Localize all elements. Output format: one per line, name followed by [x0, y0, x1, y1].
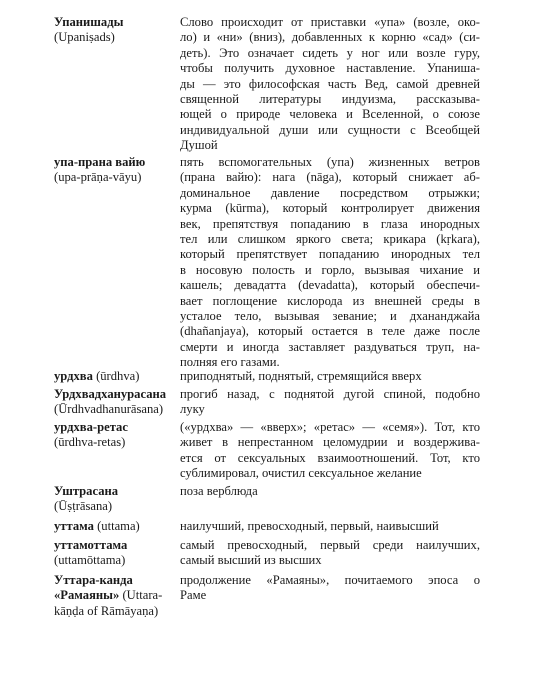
- definition-line: индивидуальной души или сущности с Всеобщей: [180, 122, 480, 137]
- term-translit-cont: kāṇḍa of Rāmāyaṇa): [54, 603, 159, 618]
- definition-line: ющей о природе человека и Вселенной, о союзе: [180, 107, 480, 122]
- term-native: Уштрасана: [54, 484, 119, 498]
- definition-line: прогиб назад, с поднятой дугой спиной, подобно: [180, 387, 480, 401]
- entry-definition: [180, 155, 480, 371]
- definition-line: продолжение «Рамаяны», почитаемого эпоса о: [180, 573, 480, 587]
- entry-term: [54, 519, 174, 534]
- entry-definition: [180, 519, 480, 534]
- entry-term: [54, 369, 174, 384]
- definition-line: Душой: [180, 138, 218, 153]
- entry-definition: [180, 15, 480, 154]
- definition-line: самый высший из высших: [180, 553, 322, 568]
- term-native: уттама: [54, 519, 94, 533]
- definition-line: вает поглощение кислорода из внешней среды в: [180, 293, 480, 308]
- term-translit: (Uttara-: [122, 588, 163, 603]
- term-native-cont: «Рамаяны»: [54, 588, 120, 603]
- term-native: Уттара-канда: [54, 573, 133, 587]
- term-translit: (upa-prāṇa-vāyu): [54, 170, 142, 185]
- entry-definition: [180, 420, 480, 482]
- definition-line: священной литературы индуизма, рассказыва-: [180, 92, 480, 107]
- definition-line: живет в непрестанном целомудрии и воздерживa-: [180, 435, 480, 450]
- term-native: Урдхвадханурасана: [54, 387, 167, 401]
- definition-line: пять вспомогательных (упа) жизненных ветров: [180, 155, 480, 169]
- term-native: урдхва-ретас: [54, 420, 128, 434]
- definition-line: луку: [180, 402, 205, 417]
- definition-line: усталое тело, вызывая зевание; и дхананджайа: [180, 309, 480, 324]
- entry-term: [54, 538, 174, 569]
- entry-definition: [180, 387, 480, 418]
- definition-line: (прана вайю): нага (nāga), который снижает аб-: [180, 170, 480, 185]
- definition-line: (dhañanjaya), который остается в теле даже после: [180, 324, 480, 339]
- term-translit: (Ūṣṭrāsana): [54, 499, 113, 514]
- term-translit: (ūrdhva): [96, 369, 140, 383]
- entry-definition: [180, 369, 480, 384]
- definition-line: наилучший, превосходный, первый, наивысший: [180, 519, 439, 533]
- definition-line: чтобы получить духовное наставление. Упаниша-: [180, 61, 480, 76]
- definition-line: смерти и иногда заставляет раздуваться труп, на-: [180, 339, 480, 354]
- term-translit: (uttamōttama): [54, 553, 126, 568]
- entry-definition: [180, 484, 480, 499]
- entry-term: [54, 155, 174, 186]
- term-native: уттамоттама: [54, 538, 128, 552]
- definition-line: деть). Это означает сидеть у ног или возле гуру,: [180, 45, 480, 60]
- term-native: упа-прана вайю: [54, 155, 146, 169]
- term-translit: (uttama): [97, 519, 140, 533]
- definition-line: Слово происходит от приставки «упа» (возле, око-: [180, 15, 480, 29]
- entry-term: [54, 420, 174, 451]
- definition-line: поза верблюда: [180, 484, 258, 498]
- entry-term: [54, 484, 174, 515]
- entry-definition: [180, 538, 480, 569]
- definition-line: ется от сексуальных взаимоотношений. Тот, кто: [180, 450, 480, 465]
- definition-line: приподнятый, поднятый, стремящийся вверх: [180, 369, 422, 383]
- entry-term: [54, 573, 174, 619]
- definition-line: который препятствует попаданию инородных тел: [180, 247, 480, 262]
- entry-term: [54, 15, 174, 46]
- term-translit: (ūrdhva-retas): [54, 435, 126, 450]
- definition-line: полняя его газами.: [180, 355, 280, 370]
- entry-definition: [180, 573, 480, 604]
- term-native: Упанишады: [54, 15, 124, 29]
- term-translit: (Upaniṣads): [54, 30, 115, 45]
- definition-line: Раме: [180, 588, 207, 603]
- term-native: урдхва: [54, 369, 93, 383]
- definition-line: самый превосходный, первый среди наилучших,: [180, 538, 480, 552]
- definition-line: тел или слишком яркого света; крикара (kṛkara),: [180, 232, 480, 247]
- definition-line: курма (kūrma), который контролирует движения: [180, 201, 480, 216]
- definition-line: кашель; девадатта (devadatta), который обеспечи-: [180, 278, 480, 293]
- entry-term: [54, 387, 174, 418]
- definition-line: ды — это философская часть Вед, самой древней: [180, 76, 480, 91]
- definition-line: ло) и «ни» (вниз), добавленных к корню «сад» (си-: [180, 30, 480, 45]
- definition-line: век, препятствуя попаданию в глаза инородных: [180, 216, 480, 231]
- definition-line: в носовую полость и горло, вызывая чихание и: [180, 262, 480, 277]
- definition-line: («урдхва» — «вверх»; «ретас» — «семя»). Тот, кто: [180, 420, 480, 434]
- definition-line: доминальное давление посредством отрыжки;: [180, 185, 480, 200]
- definition-line: сублимировал, очистил сексуальное желание: [180, 466, 422, 481]
- term-translit: (Ūrdhvadhanurāsana): [54, 402, 164, 417]
